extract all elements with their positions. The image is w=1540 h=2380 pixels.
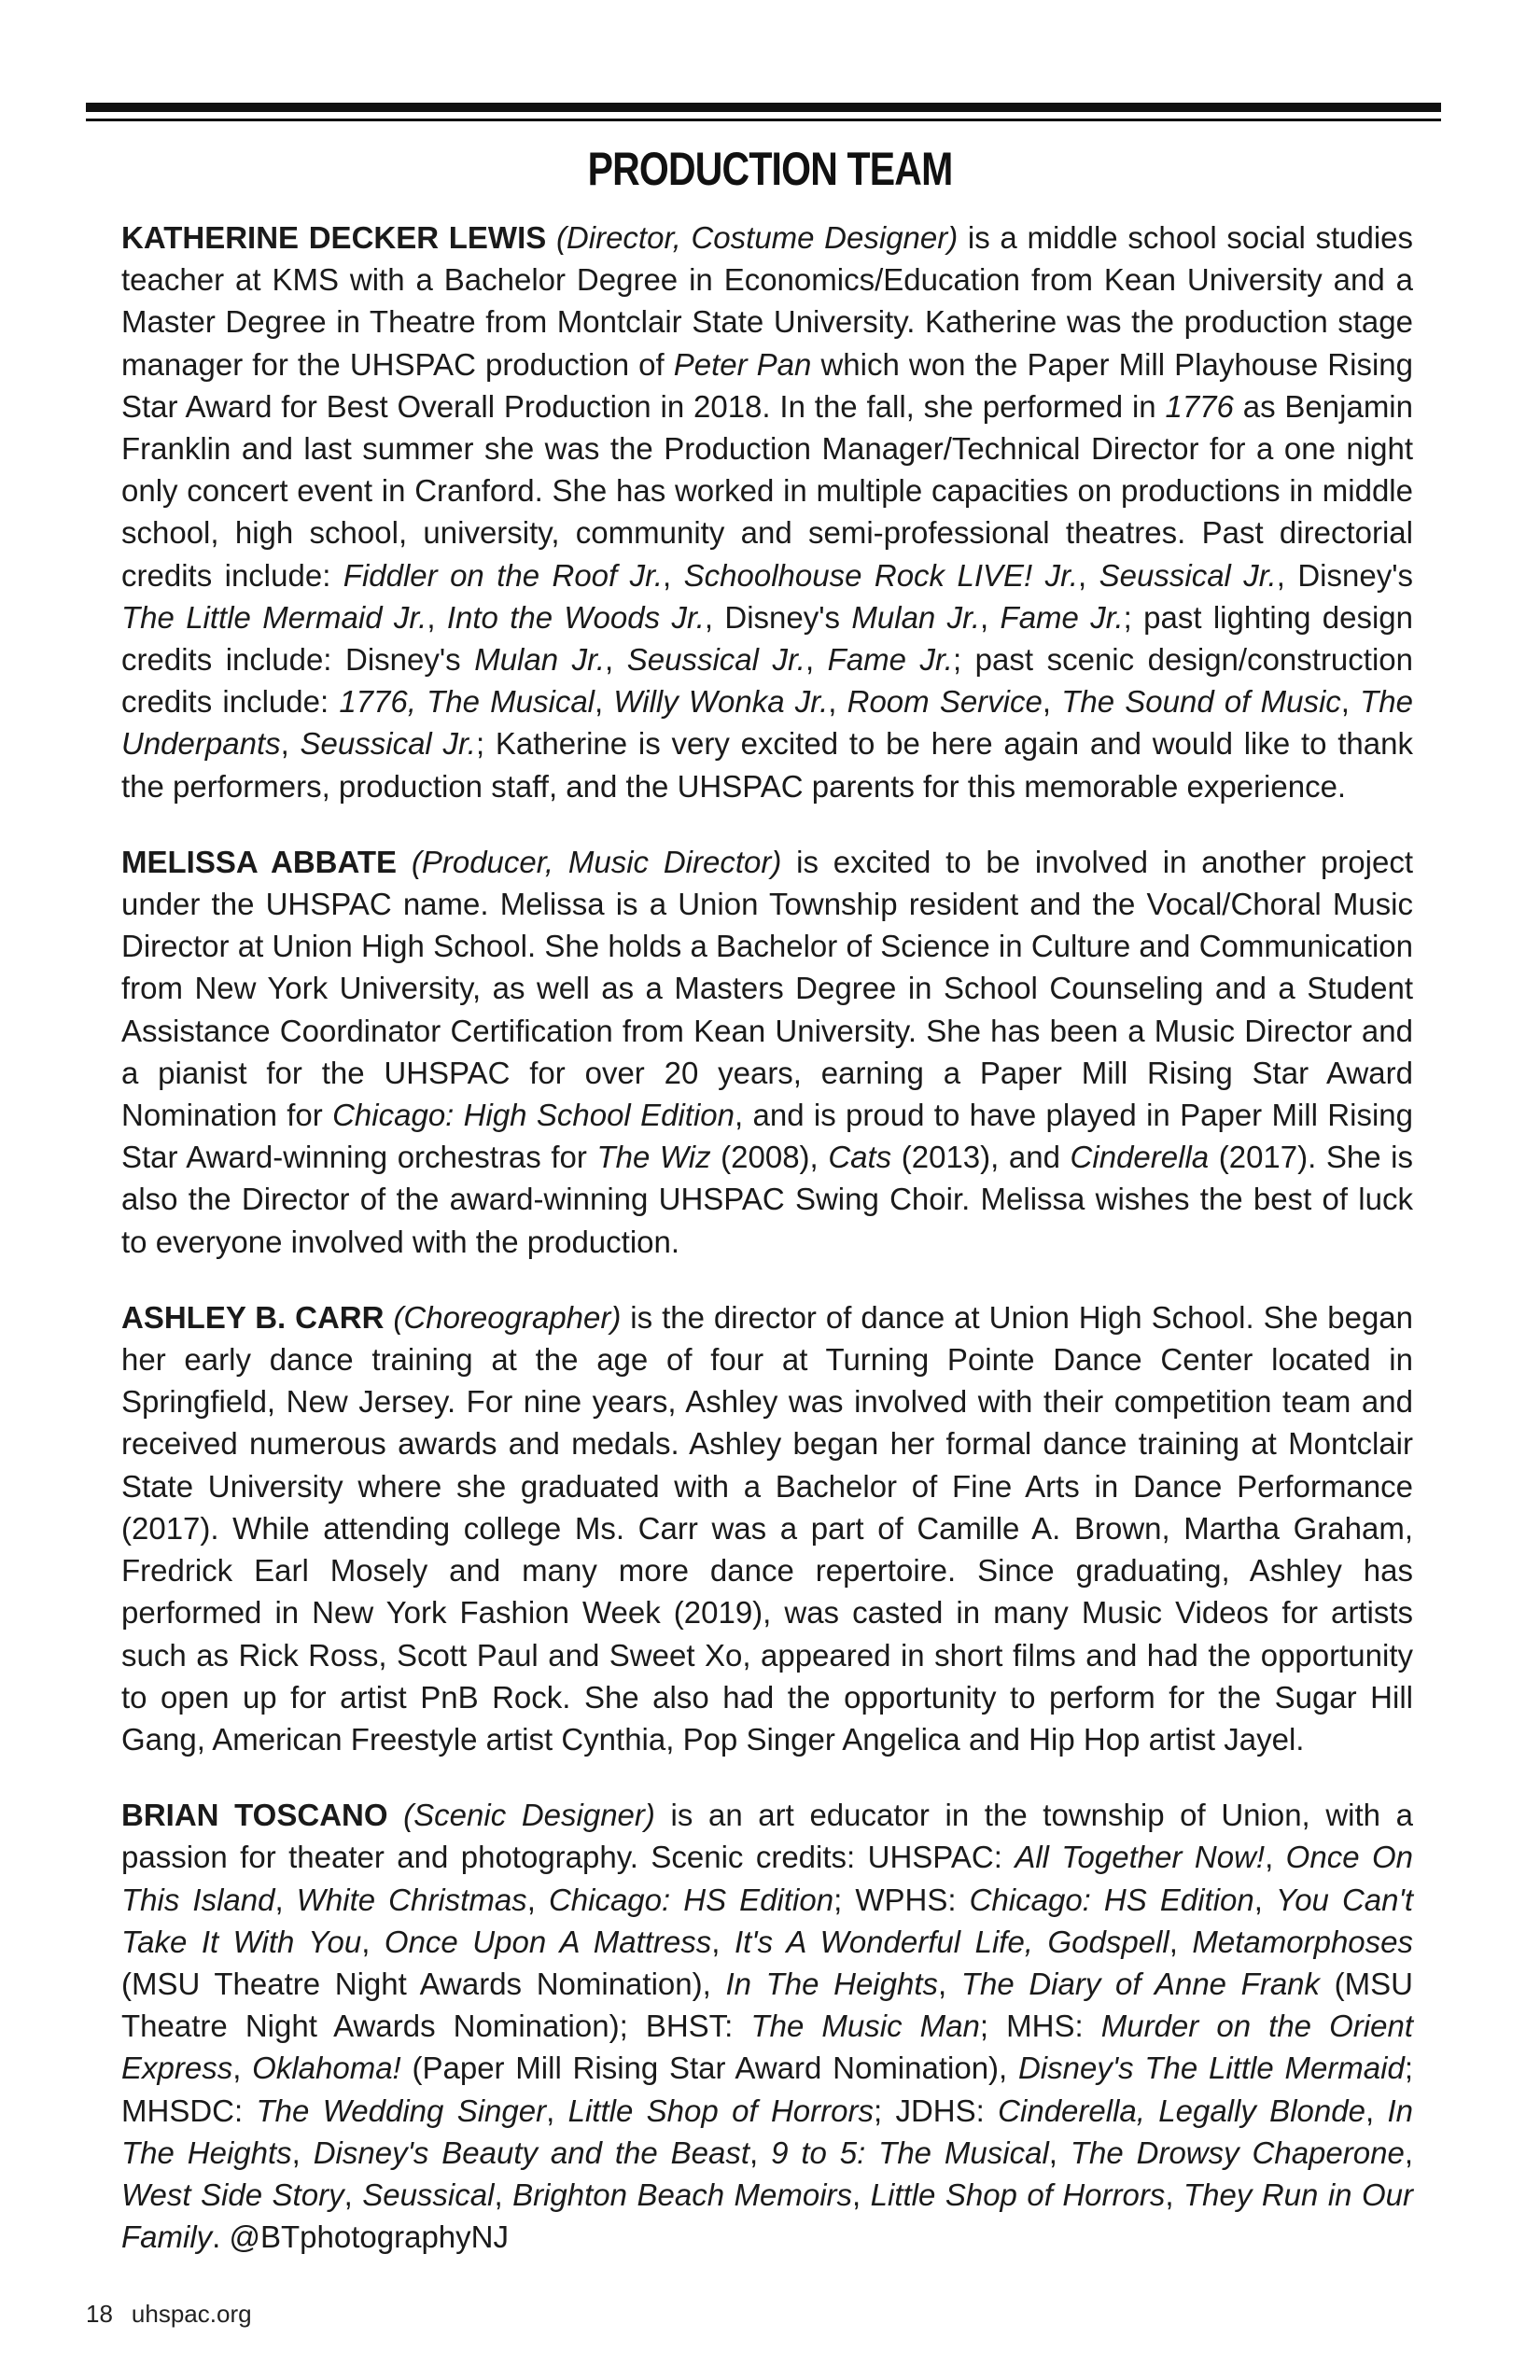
bio-text: , [343, 2177, 363, 2212]
bio-text: (2013), and [891, 1140, 1071, 1175]
bio-text: , [1365, 2093, 1388, 2128]
bio-text: , [828, 684, 847, 720]
bio-text: is an art educator in the township of Union, with a passion for theater and photography. Scenic credits: UHSPAC: [121, 1798, 1414, 1875]
bio-role: (Director, Costume Designer) [555, 220, 959, 255]
show-title: In The Heights [121, 2093, 1413, 2170]
show-title: Mulan Jr. [851, 599, 981, 635]
bio-text: , [361, 1924, 385, 1959]
bio-brian-toscano [121, 1794, 1413, 2258]
header-rule-thick [86, 103, 1441, 112]
show-title: You Can't Take It With You [121, 1882, 1413, 1959]
show-title: The Sound of Music [1061, 684, 1341, 720]
bio-text: , [291, 2135, 314, 2170]
bio-text: (MSU Theatre Night Awards Nomination), [121, 1966, 726, 2001]
bio-text: , [1078, 557, 1099, 593]
show-title: Little Shop of Horrors [567, 2093, 874, 2128]
bio-name: MELISSA ABBATE [121, 844, 398, 879]
bio-text: ; past scenic design/construction credits include: [121, 642, 1413, 720]
bio-text: (2017). She is also the Director of the award-winning UHSPAC Swing Choir. Melissa wishes the best of luck to everyone involved with the production. [121, 1140, 1413, 1259]
bio-text: , [1404, 2135, 1413, 2170]
show-title: Once On This Island [121, 1840, 1413, 1917]
bio-text: , [526, 1882, 549, 1917]
bio-melissa-abbate [121, 841, 1413, 1263]
show-title: The Drowsy Chaperone [1070, 2135, 1405, 2170]
show-title: Fame Jr. [827, 642, 953, 678]
bio-text: as Benjamin Franklin and last summer she was the Production Manager/Technical Director for a one night only concert event in Cranford. She has worked in multiple capacities on productions in middle school, high school, university, community and semi-professional theatres. Past directorial credits include: [121, 388, 1413, 593]
show-title: Murder on the Orient Express [121, 2009, 1413, 2086]
bio-text: which won the Paper Mill Playhouse Rising Star Award for Best Overall Production in 2018. In the fall, she performed in [121, 346, 1413, 424]
show-title: 9 to 5: The Musical [771, 2135, 1049, 2170]
show-title: West Side Story [121, 2177, 344, 2212]
bio-text: (2008), [710, 1140, 829, 1175]
bio-text: ; past lighting design credits include: Disney's [121, 599, 1413, 678]
show-title: Seussical Jr. [626, 642, 805, 678]
show-title: Seussical [362, 2177, 495, 2212]
bio-katherine-decker-lewis [121, 217, 1413, 807]
bio-role: (Producer, Music Director) [411, 844, 782, 879]
show-title: The Wiz [596, 1140, 711, 1175]
show-title: Fame Jr. [1000, 599, 1124, 635]
bio-text: , and is proud to have played in Paper Mill Rising Star Award-winning orchestras for [121, 1098, 1414, 1175]
bio-text: ; MHS: [979, 2009, 1101, 2044]
show-title: Room Service [847, 684, 1043, 720]
bio-text: , [1165, 2177, 1183, 2212]
show-title: The Underpants [121, 684, 1414, 762]
bio-text: , [274, 1882, 297, 1917]
bio-text: , [1253, 1882, 1276, 1917]
show-title: All Together Now! [1015, 1840, 1266, 1875]
bio-text: , [852, 2177, 871, 2212]
bio-text: , [280, 726, 301, 762]
show-title: Schoolhouse Rock LIVE! Jr. [683, 557, 1079, 593]
show-title: Into the Woods Jr. [446, 599, 705, 635]
show-title: Fiddler on the Roof Jr. [343, 557, 664, 593]
show-title: Seussical Jr. [300, 726, 476, 762]
bio-text: (MSU Theatre Night Awards Nomination); BHST: [121, 1966, 1414, 2044]
show-title: In The Heights [725, 1966, 939, 2001]
bio-text: , [1048, 2135, 1071, 2170]
bio-text: , [605, 642, 627, 678]
show-title: Peter Pan [673, 346, 812, 382]
show-title: Cats [828, 1140, 892, 1175]
bio-text: ; Katherine is very excited to be here again and would like to thank the performers, production staff, and the UHSPAC parents for this memorable experience. [121, 726, 1413, 804]
bio-text: , [711, 1924, 735, 1959]
bio-text: (Paper Mill Rising Star Award Nomination), [400, 2051, 1018, 2086]
bio-text: , [1265, 1840, 1286, 1875]
show-title: Once Upon A Mattress [384, 1924, 712, 1959]
show-title: Chicago: High School Edition [332, 1098, 735, 1133]
bio-text: , [1042, 684, 1062, 720]
bio-text: , [663, 557, 684, 593]
page-footer [86, 2300, 252, 2329]
show-title: It's A Wonderful Life, Godspell [734, 1924, 1169, 1959]
header-rule-thin [86, 119, 1441, 121]
show-title: The Wedding Singer [256, 2093, 547, 2128]
show-title: White Christmas [296, 1882, 527, 1917]
show-title: Cinderella, Legally Blonde [998, 2093, 1365, 2128]
bio-text: , Disney's [1276, 557, 1413, 593]
bio-text: , [980, 599, 1001, 635]
section-title: PRODUCTION TEAM [587, 143, 953, 195]
bio-text: , [1169, 1924, 1193, 1959]
bio-text: , [494, 2177, 513, 2212]
show-title: 1776 [1165, 388, 1234, 424]
bio-text: . @BTphotographyNJ [212, 2219, 509, 2255]
show-title: Mulan Jr. [474, 642, 606, 678]
page-number: 18 [86, 2300, 113, 2328]
show-title: Chicago: HS Edition [548, 1882, 834, 1917]
bio-text: , [749, 2135, 772, 2170]
bio-text: ; JDHS: [873, 2093, 999, 2128]
bio-text: , [427, 599, 447, 635]
show-title: Brighton Beach Memoirs [512, 2177, 853, 2212]
bio-name: ASHLEY B. CARR [121, 1299, 385, 1335]
bios-column [121, 217, 1413, 2291]
show-title: The Little Mermaid Jr. [121, 599, 427, 635]
show-title: They Run in Our Family [121, 2177, 1413, 2255]
show-title: Chicago: HS Edition [969, 1882, 1254, 1917]
footer-site: uhspac.org [131, 2300, 252, 2328]
show-title: Disney's Beauty and the Beast [313, 2135, 750, 2170]
bio-name: KATHERINE DECKER LEWIS [121, 220, 547, 255]
show-title: Willy Wonka Jr. [613, 684, 829, 720]
bio-text: , [1340, 684, 1361, 720]
show-title: Little Shop of Horrors [870, 2177, 1166, 2212]
bio-text: ; WPHS: [833, 1882, 970, 1917]
bio-ashley-b-carr [121, 1296, 1413, 1760]
show-title: The Music Man [750, 2009, 980, 2044]
bio-text: , [595, 684, 614, 720]
bio-text: is the director of dance at Union High School. She began her early dance training at the age of four at Turning Pointe Dance Center located in Springfield, New Jersey. For nine years, Ashley was involved with their competition team and received numerous awards and medals. Ashley began her formal dance training at Montclair State University where she graduated with a Bachelor of Fine Arts in Dance Performance (2017). While attending college Ms. Carr was a part of Camille A. Brown, Martha Graham, Fredrick Earl Mosely and many more dance repertoire. Since graduating, Ashley has performed in New York Fashion Week (2019), was casted in many Music Videos for artists such as Rick Ross, Scott Paul and Sweet Xo, appeared in short films and had the opportunity to open up for artist PnB Rock. She also had the opportunity to perform for the Sugar Hill Gang, American Freestyle artist Cynthia, Pop Singer Angelica and Hip Hop artist Jayel. [121, 1299, 1414, 1757]
show-title: Oklahoma! [252, 2051, 401, 2086]
show-title: Metamorphoses [1192, 1924, 1414, 1959]
bio-name: BRIAN TOSCANO [121, 1798, 388, 1833]
bio-text: ; MHSDC: [121, 2051, 1413, 2128]
bio-text: , [805, 642, 828, 678]
show-title: Seussical Jr. [1099, 557, 1277, 593]
bio-text: is excited to be involved in another project under the UHSPAC name. Melissa is a Union Township resident and the Vocal/Choral Music Director at Union High School. She holds a Bachelor of Science in Culture and Communication from New York University, as well as a Masters Degree in School Counseling and a Student Assistance Coordinator Certification from Kean University. She has been a Music Director and a pianist for the UHSPAC for over 20 years, earning a Paper Mill Rising Star Award Nomination for [121, 844, 1413, 1133]
show-title: Cinderella [1070, 1140, 1210, 1175]
show-title: Disney's The Little Mermaid [1017, 2051, 1405, 2086]
bio-text: , [546, 2093, 568, 2128]
bio-role: (Scenic Designer) [403, 1798, 655, 1833]
bio-text: , Disney's [704, 599, 852, 635]
bio-text: , [232, 2051, 253, 2086]
show-title: The Diary of Anne Frank [960, 1966, 1321, 2001]
bio-text: , [938, 1966, 961, 2001]
bio-text: is a middle school social studies teacher at KMS with a Bachelor Degree in Economics/Education from Kean University and a Master Degree in Theatre from Montclair State University. Katherine was the production stage manager for the UHSPAC production of [121, 220, 1414, 382]
bio-role: (Choreographer) [393, 1299, 622, 1335]
show-title: 1776, The Musical [339, 684, 595, 720]
